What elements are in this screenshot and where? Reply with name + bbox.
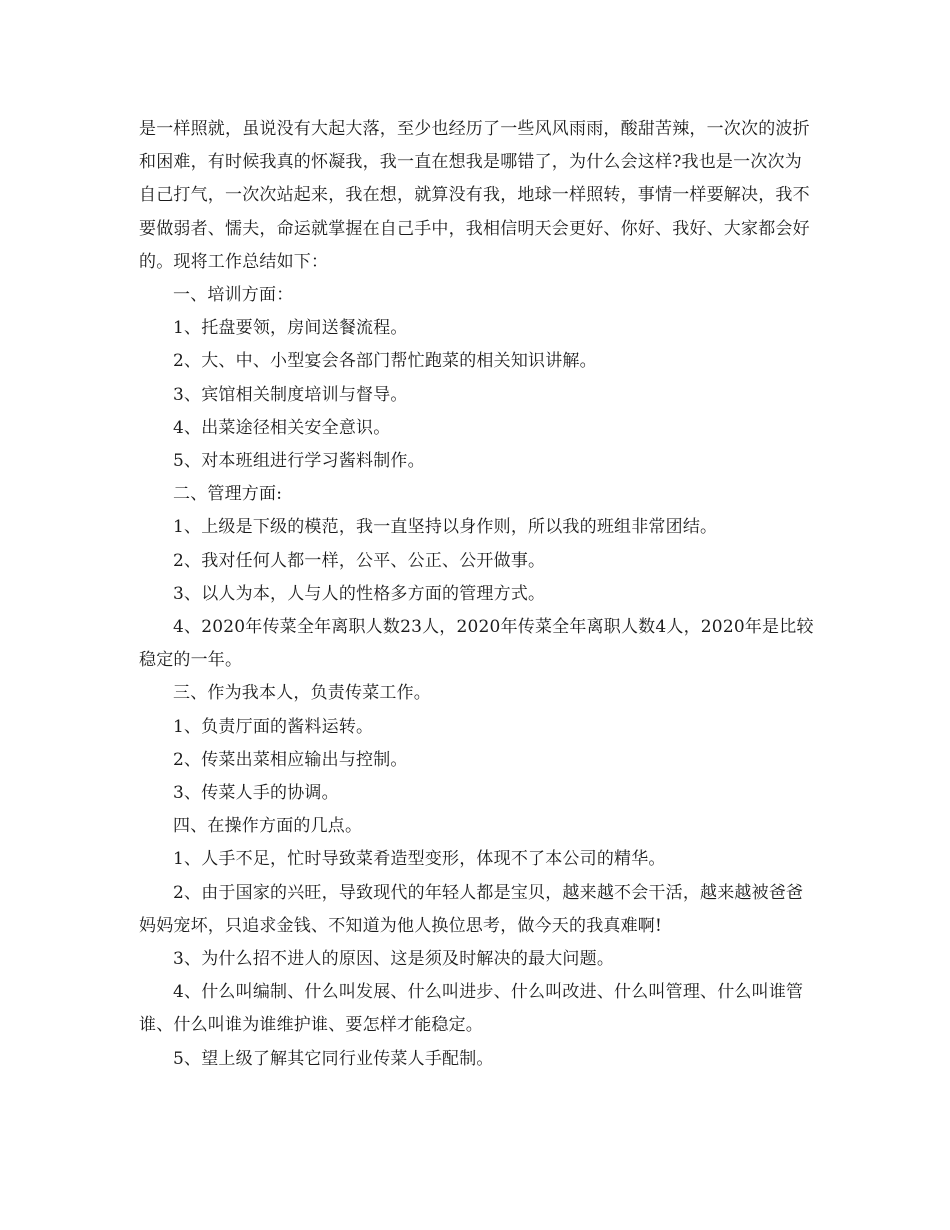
list-item: 5、望上级了解其它同行业传菜人手配制。 — [173, 1048, 494, 1069]
section-heading-personal: 三、作为我本人，负责传菜工作。 — [173, 683, 431, 704]
list-item: 4、出菜途径相关安全意识。 — [173, 417, 391, 438]
list-item: 1、负责厅面的酱料运转。 — [173, 716, 374, 737]
list-item: 1、托盘要领，房间送餐流程。 — [173, 318, 408, 339]
section-heading-training: 一、培训方面： — [173, 285, 294, 306]
list-item: 4、什么叫编制、什么叫发展、什么叫进步、什么叫改进、什么叫管理、什么叫谁管谁、什么叫谁为谁维护谁、要怎样才能稳定。 — [139, 982, 804, 1036]
section-heading-management: 二、管理方面: — [173, 484, 283, 505]
list-item: 1、人手不足，忙时导致菜肴造型变形，体现不了本公司的精华。 — [173, 849, 666, 870]
document-body — [139, 113, 819, 1076]
list-item: 3、以人为本，人与人的性格多方面的管理方式。 — [173, 583, 546, 604]
list-item: 5、对本班组进行学习酱料制作。 — [173, 451, 425, 472]
list-item: 2、大、中、小型宴会各部门帮忙跑菜的相关知识讲解。 — [173, 351, 597, 372]
list-item: 3、为什么招不进人的原因、这是须及时解决的最大问题。 — [173, 949, 615, 970]
section-heading-operations: 四、在操作方面的几点。 — [173, 816, 363, 837]
list-item: 3、传菜人手的协调。 — [173, 783, 339, 804]
list-item: 1、上级是下级的模范，我一直坚持以身作则，所以我的班组非常团结。 — [173, 517, 718, 538]
list-item: 2、我对任何人都一样，公平、公正、公开做事。 — [173, 550, 546, 571]
list-item: 3、宾馆相关制度培训与督导。 — [173, 384, 408, 405]
intro-paragraph: 是一样照就，虽说没有大起大落，至少也经历了一些风风雨雨，酸甜苦辣，一次次的波折和困难，有时候我真的怀凝我，我一直在想我是哪错了，为什么会这样?我也是一次次为自己打气，一次次站起来，我在想，就算没有我，地球一样照转，事情一样要解决，我不要做弱者、懦夫，命运就掌握在自己手中，我相信明天会更好、你好、我好、大家都会好的。现将工作总结如下： — [139, 119, 810, 272]
list-item: 2、传菜出菜相应输出与控制。 — [173, 749, 408, 770]
list-item: 2、由于国家的兴旺，导致现代的年轻人都是宝贝，越来越不会干活，越来越被爸爸妈妈宠坏，只追求金钱、不知道为他人换位思考，做今天的我真难啊! — [139, 882, 804, 936]
list-item: 4、2020年传菜全年离职人数23人，2020年传菜全年离职人数4人，2020年是比较稳定的一年。 — [139, 617, 814, 671]
